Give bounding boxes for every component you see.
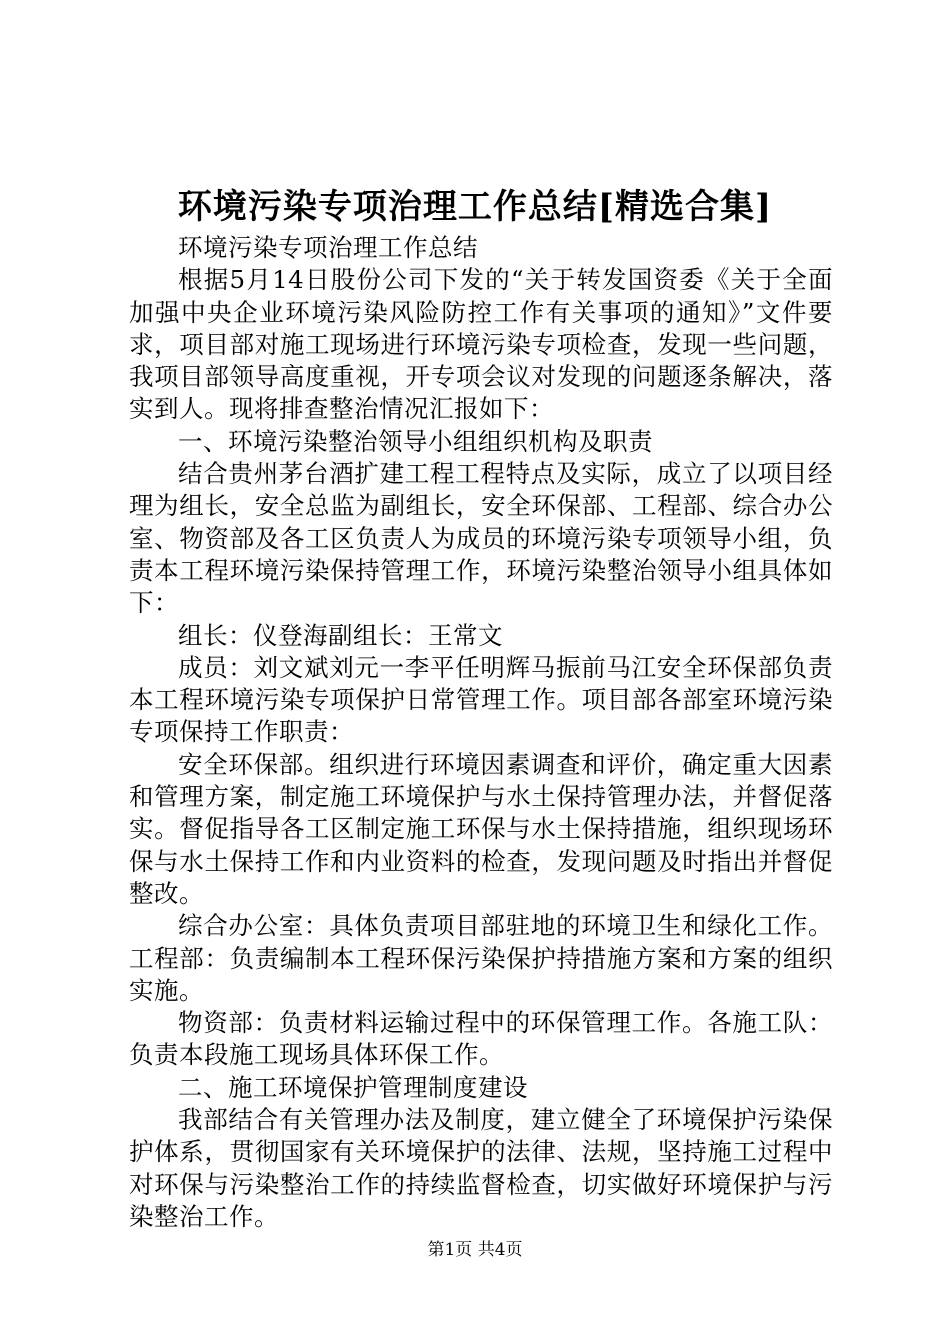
paragraph: 组长：仪登海副组长：王常文: [178, 620, 503, 650]
paragraph: 安全环保部。组织进行环境因素调查和评价，确定重大因素和管理方案，制定施工环境保护与水土保持管理办法，并督促落实。督促指导各工区制定施工环保与水土保持措施，组织现场环保与水土保持工作和内业资料的检查，发现问题及时指出并督促整改。: [129, 749, 833, 908]
document-title: 环境污染专项治理工作总结[精选合集]: [177, 187, 773, 227]
document-body: [129, 232, 833, 1233]
paragraph: 根据5月14日股份公司下发的“关于转发国资委《关于全面加强中央企业环境污染风险防控工作有关事项的通知》”文件要求，项目部对施工现场进行环境污染专项检查，发现一些问题，我项目部领导高度重视，开专项会议对发现的问题逐条解决，落实到人。现将排查整治情况汇报如下：: [129, 265, 833, 424]
paragraph: 物资部：负责材料运输过程中的环保管理工作。各施工队：负责本段施工现场具体环保工作。: [129, 1008, 833, 1070]
paragraph: 环境污染专项治理工作总结: [178, 233, 478, 262]
paragraph: 结合贵州茅台酒扩建工程工程特点及实际，成立了以项目经理为组长，安全总监为副组长，安全环保部、工程部、综合办公室、物资部及各工区负责人为成员的环境污染专项领导小组，负责本工程环境污染保持管理工作，环境污染整治领导小组具体如下：: [129, 459, 833, 618]
paragraph: 成员：刘文斌刘元一李平任明辉马振前马江安全环保部负责本工程环境污染专项保护日常管理工作。项目部各部室环境污染专项保持工作职责：: [129, 652, 833, 747]
section-heading: 二、施工环境保护管理制度建设: [178, 1072, 528, 1102]
page-footer: 第1页 共4页: [427, 1240, 523, 1260]
paragraph: 我部结合有关管理办法及制度，建立健全了环境保护污染保护体系，贯彻国家有关环境保护的法律、法规，坚持施工过程中对环保与污染整治工作的持续监督检查，切实做好环境保护与污染整治工作。: [129, 1105, 833, 1231]
section-heading: 一、环境污染整治领导小组组织机构及职责: [178, 426, 653, 456]
paragraph: 综合办公室：具体负责项目部驻地的环境卫生和绿化工作。工程部：负责编制本工程环保污染保护持措施方案和方案的组织实施。: [129, 911, 833, 1005]
